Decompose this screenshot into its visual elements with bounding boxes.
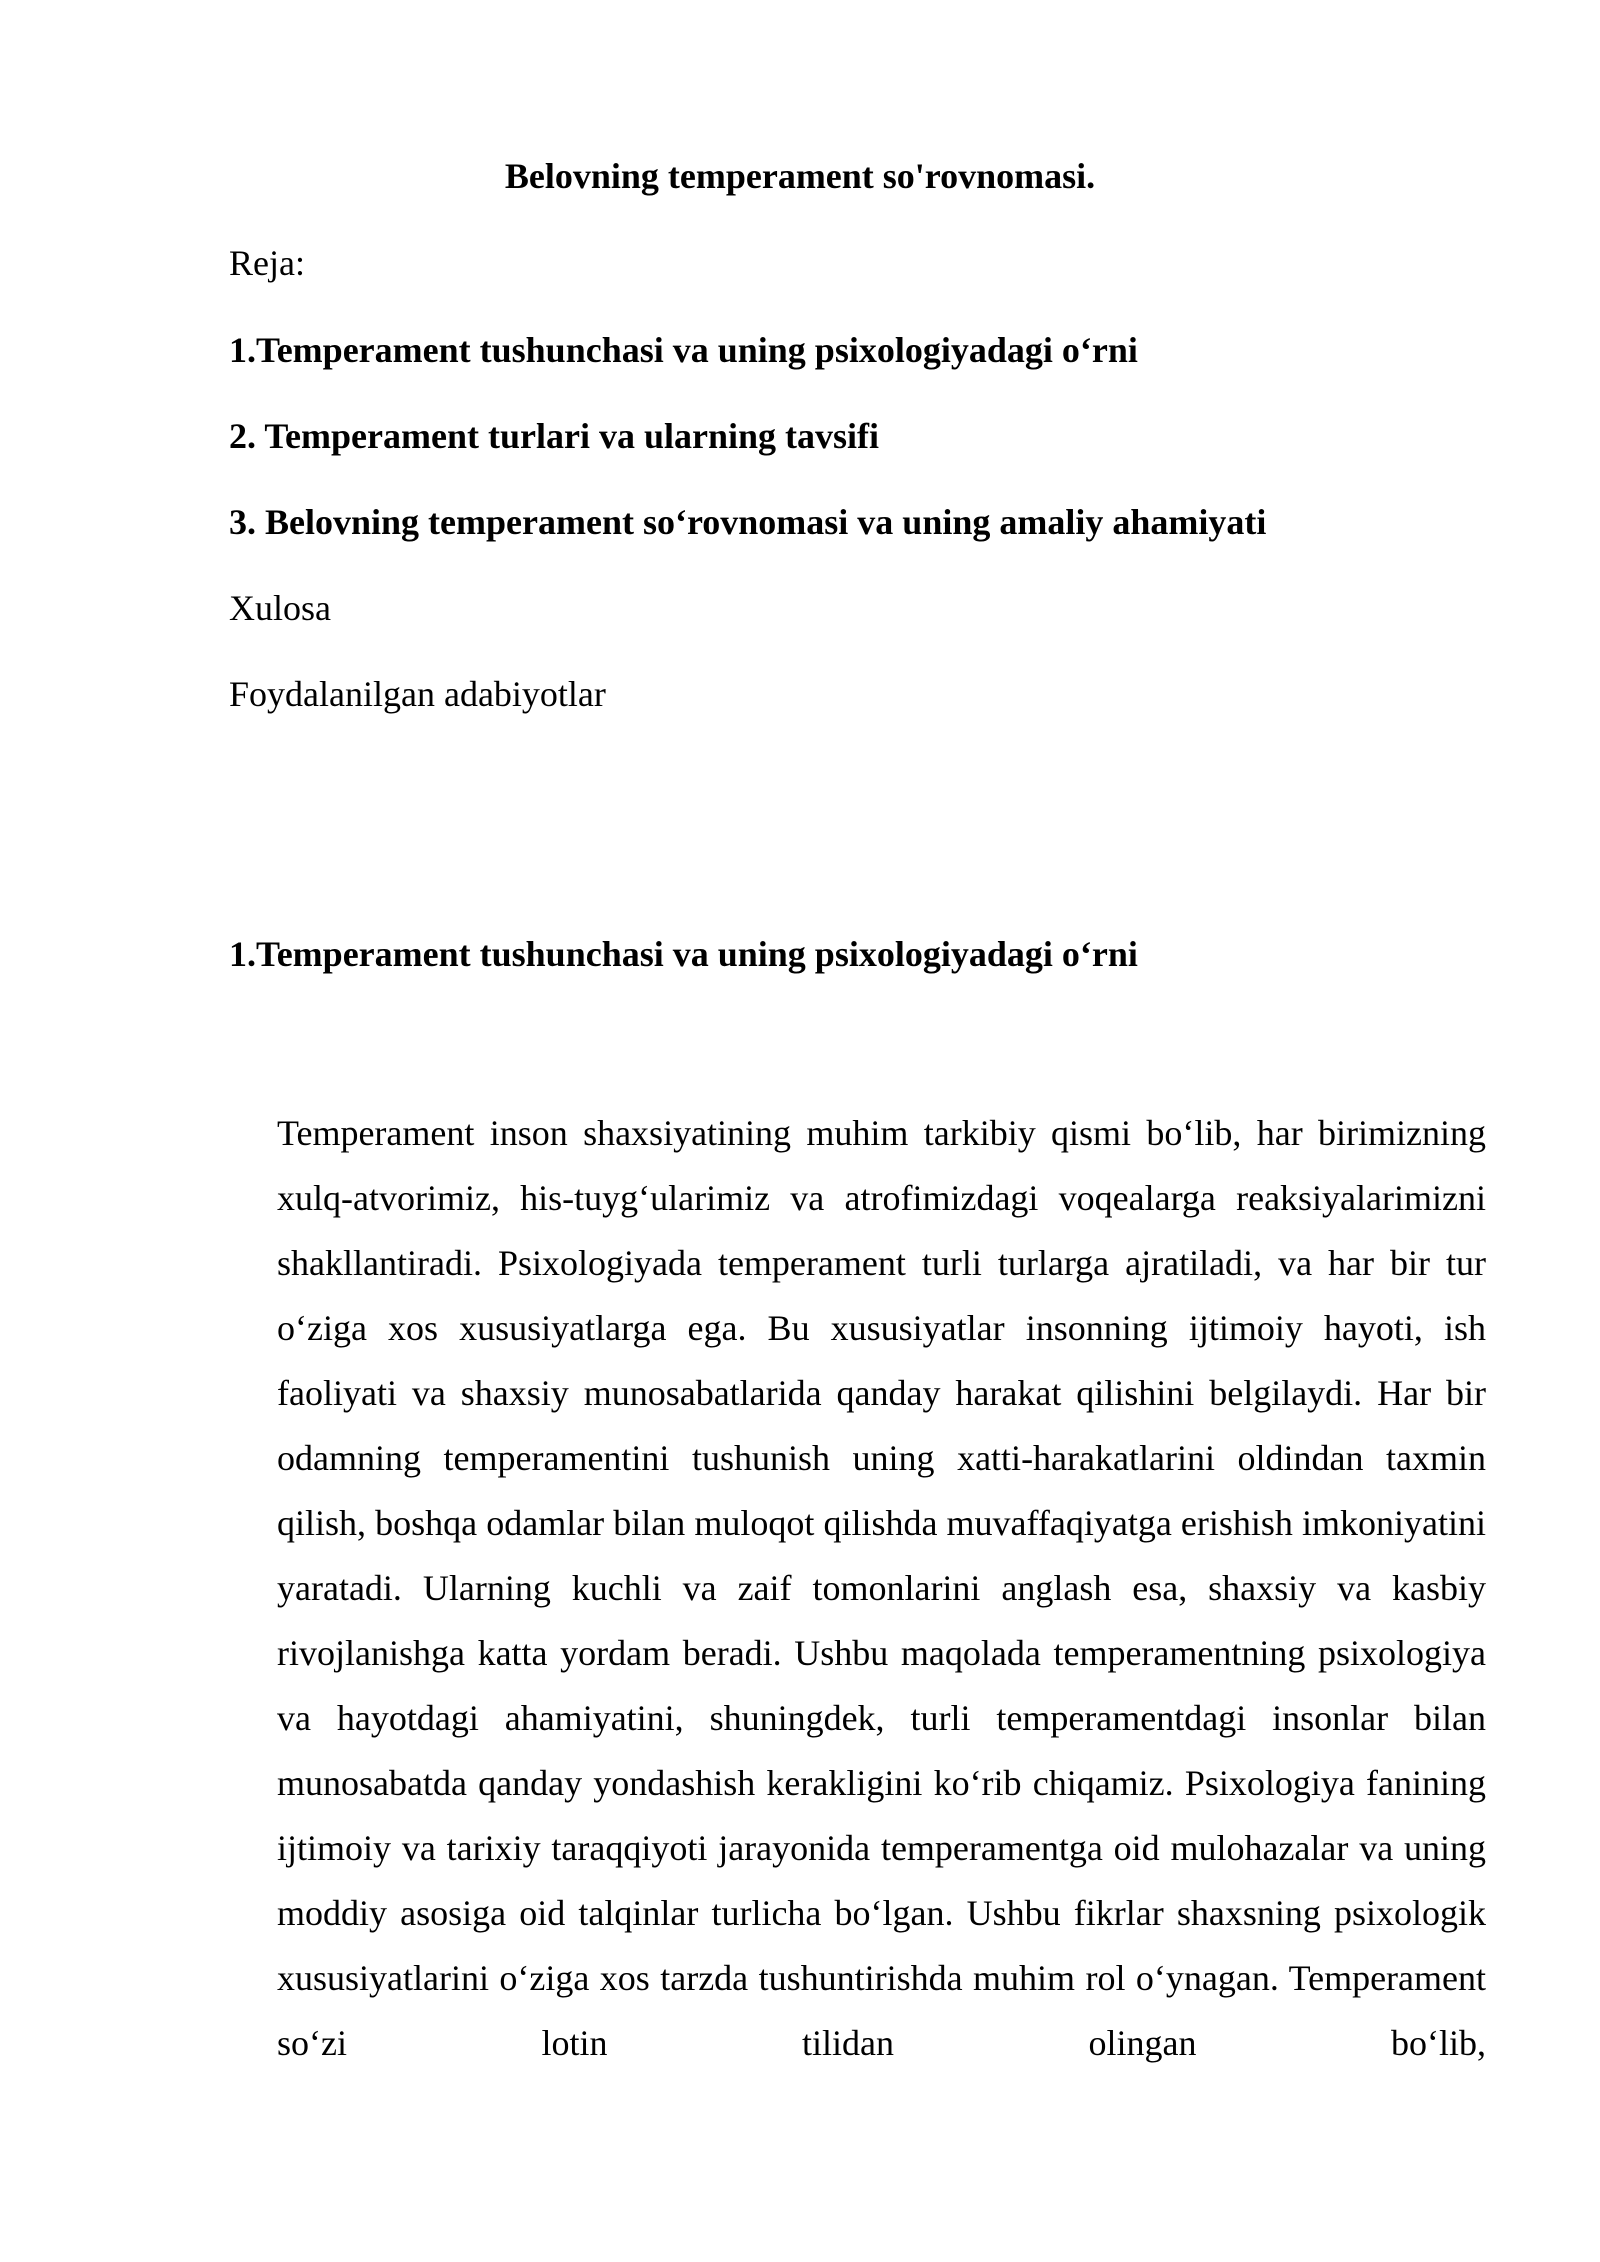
plan-heading: Reja: — [229, 243, 305, 283]
plan-conclusion: Xulosa — [229, 588, 331, 628]
document-title: Belovning temperament so'rovnomasi. — [504, 156, 1096, 196]
section-1-paragraph: Temperament inson shaxsiyatining muhim tarkibiy qismi bo‘lib, har birimizning xulq-atvorimiz, his-tuyg‘ularimiz va atrofimizdagi voqealarga reaksiyalarimizni shakllantiradi. Psixologiyada temperament turli turlarga ajratiladi, va har bir tur o‘ziga xos xususiyatlarga ega. Bu xususiyatlar insonning ijtimoiy hayoti, ish faoliyati va shaxsiy munosabatlarida qanday harakat qilishini belgilaydi. Har bir odamning temperamentini tushunish uning xatti-harakatlarini oldindan taxmin qilish, boshqa odamlar bilan muloqot qilishda muvaffaqiyatga erishish imkoniyatini yaratadi. Ularning kuchli va zaif tomonlarini anglash esa, shaxsiy va kasbiy rivojlanishga katta yordam beradi. Ushbu maqolada temperamentning psixologiya va hayotdagi ahamiyatini, shuningdek, turli temperamentdagi insonlar bilan munosabatda qanday yondashish kerakligini ko‘rib chiqamiz. Psixologiya fanining ijtimoiy va tarixiy taraqqiyoti jarayonida temperamentga oid mulohazalar va uning moddiy asosiga oid talqinlar turlicha bo‘lgan. Ushbu fikrlar shaxsning psixologik xususiyatlarini o‘ziga xos tarzda tushuntirishda muhim rol o‘ynagan. Temperament so‘zi lotin tilidan olingan bo‘lib, — [277, 1113, 1486, 2063]
plan-item-3: 3. Belovning temperament so‘rovnomasi va uning amaliy ahamiyati — [229, 502, 1267, 542]
plan-item-1: 1.Temperament tushunchasi va uning psixologiyadagi o‘rni — [229, 330, 1138, 370]
plan-references: Foydalanilgan adabiyotlar — [229, 674, 606, 714]
section-1-heading: 1.Temperament tushunchasi va uning psixologiyadagi o‘rni — [229, 934, 1138, 974]
plan-item-2: 2. Temperament turlari va ularning tavsifi — [229, 416, 879, 456]
